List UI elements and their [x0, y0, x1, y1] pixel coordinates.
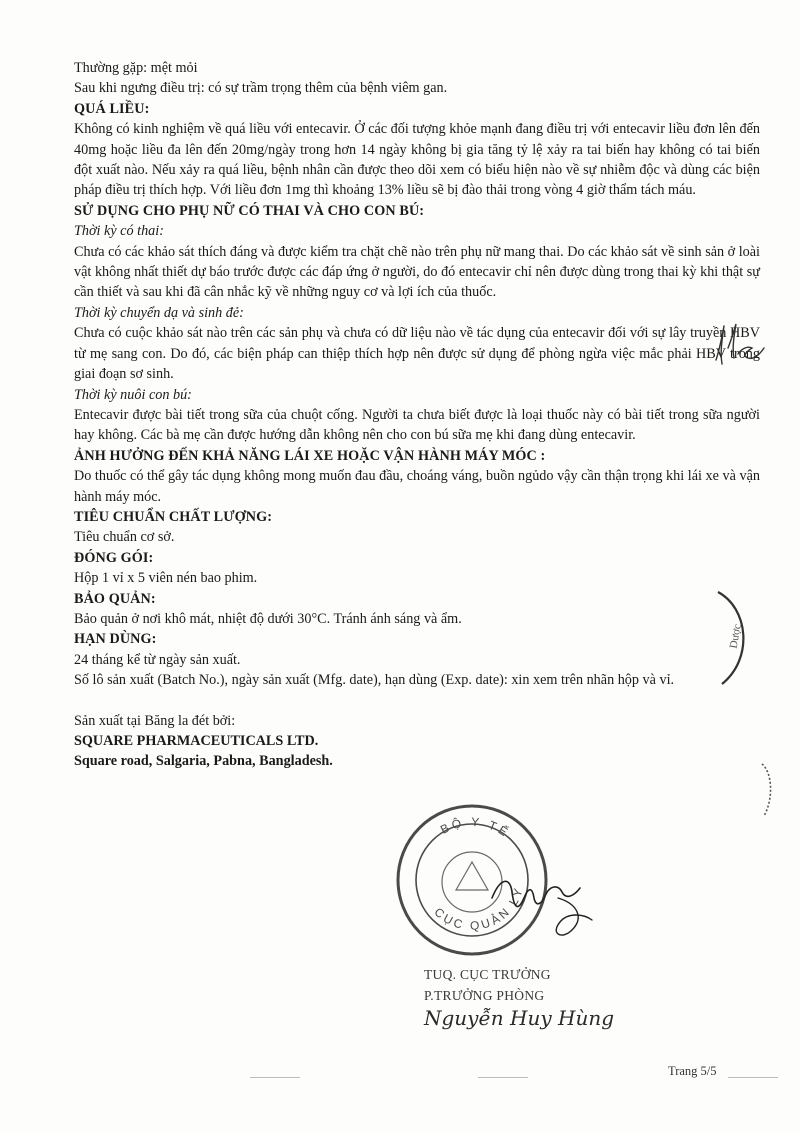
side-effect-after-stop: Sau khi ngưng điều trị: có sự trầm trọng thêm của bệnh viêm gan. — [74, 80, 448, 97]
document-body — [74, 58, 760, 772]
batch-text: Số lô sản xuất (Batch No.), ngày sản xuất (Mfg. date), hạn dùng (Exp. date): xin xem trên nhãn hộp và vỉ. — [74, 672, 675, 689]
margin-initials — [706, 318, 770, 374]
manufacturer-address: Square road, Salgaria, Pabna, Bangladesh. — [74, 753, 333, 770]
side-effect-common: Thường gặp: mệt mỏi — [74, 60, 198, 76]
labor-subheading: Thời kỳ chuyển dạ và sinh đẻ: — [74, 304, 244, 321]
overdose-heading: QUÁ LIỀU: — [74, 100, 150, 117]
expiry-text: 24 tháng kể từ ngày sản xuất. — [74, 651, 241, 668]
pregnancy-heading: SỬ DỤNG CHO PHỤ NỮ CÓ THAI VÀ CHO CON BÚ: — [74, 202, 425, 219]
quality-text: Tiêu chuẩn cơ sở. — [74, 529, 175, 546]
nursing-text: Entecavir được bài tiết trong sữa của chuột cống. Người ta chưa biết được là loại thuốc này có bài tiết trong sữa người hay không. Các bà mẹ cần được hướng dẫn không nên cho con bú sữa mẹ khi đang dùng entecavir. — [74, 406, 760, 444]
overdose-text: Không có kinh nghiệm về quá liều với entecavir. Ở các đối tượng khỏe mạnh đang điều trị với entecavir liều đơn lên đến 40mg hoặc liều đa lên đến 20mg/ngày trong hơn 14 ngày không bị gia tăng tỷ lệ xảy ra tai biến hay không có tai biến đột xuất nào. Nếu xảy ra quá liều, bệnh nhân cần được theo dõi xem có biểu hiện nào về sự nhiễm độc và dùng các biện pháp điều trị thích hợp. Với liều đơn 1mg thì khoảng 13% liều sẽ bị đào thải trong vòng 4 giờ thẩm tách máu. — [74, 121, 760, 199]
storage-heading: BẢO QUẢN: — [74, 590, 156, 607]
signer-name: Nguyễn Huy Hùng — [424, 1006, 615, 1030]
pregnancy-text: Chưa có các khảo sát thích đáng và được kiểm tra chặt chẽ nào trên phụ nữ mang thai. Do các khảo sát về sinh sản ở loài vật không nhất thiết dự báo trước được các đáp ứng ở người, do đó entecavir chỉ nên được dùng trong thai kỳ khi thật sự cần thiết và sau khi đã cân nhắc kỹ về những nguy cơ và lợi ích của thuốc. — [74, 243, 760, 301]
signature-title-1: TUQ. CỤC TRƯỞNG — [424, 967, 551, 982]
pregnancy-subheading: Thời kỳ có thai: — [74, 223, 164, 240]
signature-title-2: P.TRƯỞNG PHÒNG — [424, 988, 545, 1003]
packaging-text: Hộp 1 vỉ x 5 viên nén bao phim. — [74, 570, 258, 587]
driving-heading: ẢNH HƯỞNG ĐẾN KHẢ NĂNG LÁI XE HOẶC VẬN HÀNH MÁY MÓC : — [74, 447, 546, 464]
labor-text: Chưa có cuộc khảo sát nào trên các sản phụ và chưa có dữ liệu nào về tác dụng của entecavir đối với sự lây truyền HBV từ mẹ sang con. Do đó, các biện pháp can thiệp thích hợp nên được sử dụng để phòng ngừa việc mắc phải HBV trong giai đoạn sơ sinh. — [74, 325, 760, 383]
page-number: Trang 5/5 — [668, 1064, 717, 1078]
nursing-subheading: Thời kỳ nuôi con bú: — [74, 386, 192, 403]
storage-text: Bảo quản ở nơi khô mát, nhiệt độ dưới 30°C. Tránh ánh sáng và ẩm. — [74, 610, 462, 627]
driving-text: Do thuốc có thể gây tác dụng không mong muốn đau đầu, choáng váng, buồn ngủdo vậy cần thận trọng khi lái xe và vận hành máy móc. — [74, 468, 760, 505]
signature-block — [424, 964, 644, 1049]
svg-text:BỘ Y TẾ — [438, 814, 513, 840]
quality-heading: TIÊU CHUẨN CHẤT LƯỢNG: — [74, 508, 273, 525]
margin-note: Dược — [727, 623, 744, 650]
manufacturer-name: SQUARE PHARMACEUTICALS LTD. — [74, 733, 319, 749]
manufacturer-intro: Sản xuất tại Băng la đét bởi: — [74, 712, 236, 729]
margin-stamp-arc — [708, 588, 768, 688]
packaging-heading: ĐÓNG GÓI: — [74, 549, 154, 566]
stamp-top-text: BỘ Y TẾ — [438, 814, 513, 841]
footer-rule-right — [728, 1077, 778, 1078]
handwritten-signature — [488, 868, 598, 948]
stamp-bottom-text: CỤC QUẢN LÝ — [431, 884, 527, 934]
margin-stamp-fragment — [756, 760, 786, 820]
footer-rule-mid — [478, 1077, 528, 1078]
footer-rule-left — [250, 1077, 300, 1078]
expiry-heading: HẠN DÙNG: — [74, 631, 157, 648]
